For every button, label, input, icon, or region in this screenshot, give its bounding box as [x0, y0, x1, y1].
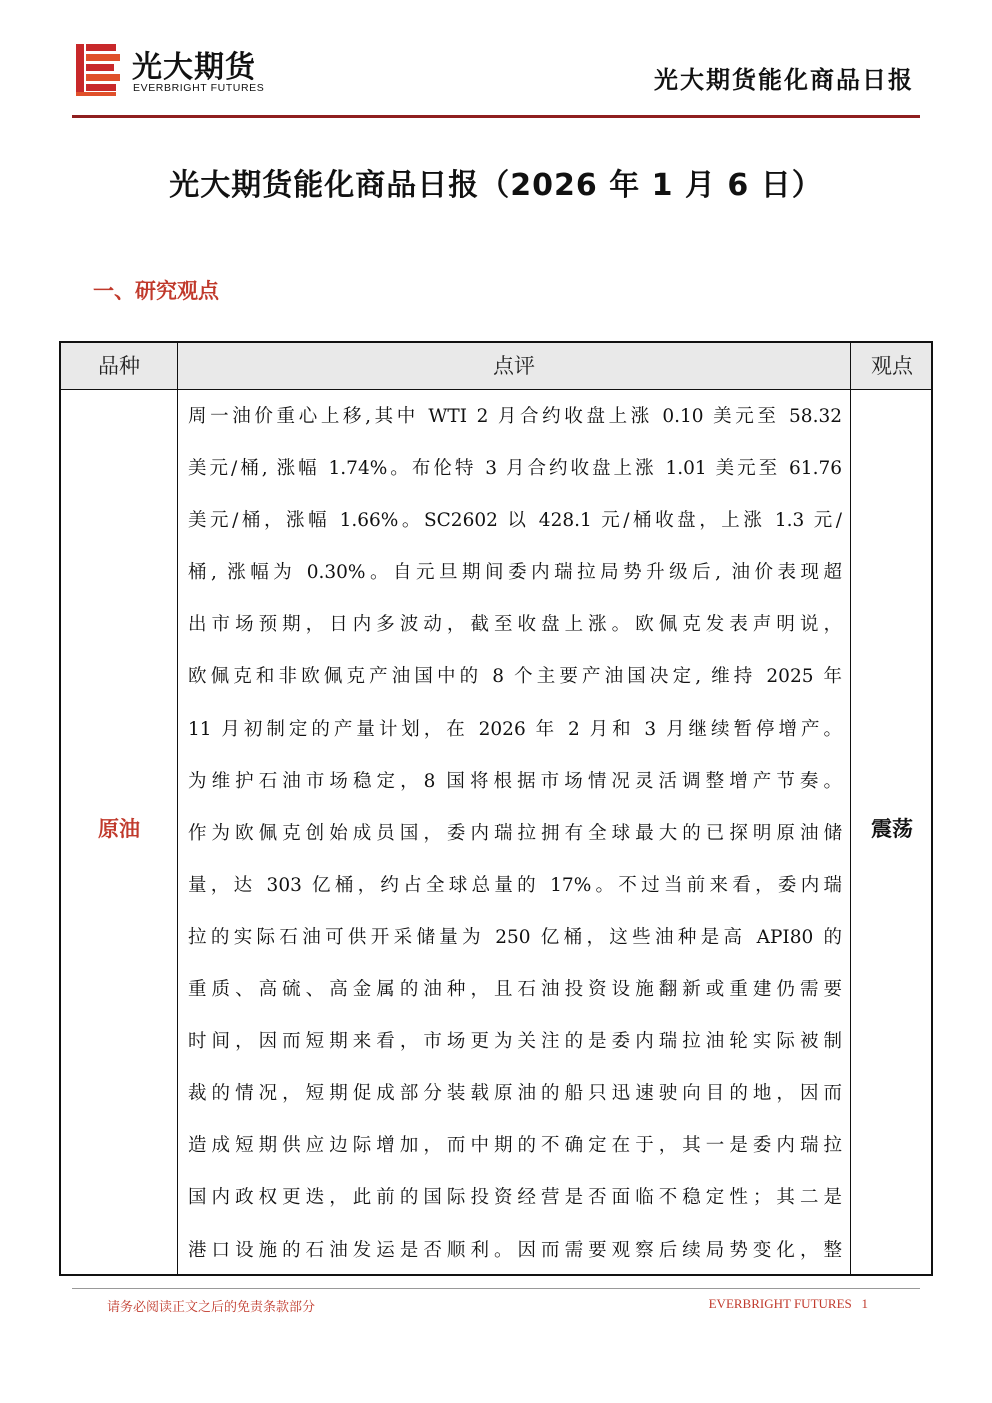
header-view: 观点 — [871, 354, 913, 378]
comment-line: 量，达 303 亿桶，约占全球总量的 17%。不过当前来看，委内瑞 — [188, 874, 842, 896]
comment-line: 桶, 涨幅为 0.30%。自元旦期间委内瑞拉局势升级后, 油价表现超 — [188, 562, 842, 584]
header-report-name: 光大期货能化商品日报 — [654, 66, 914, 94]
header-divider — [72, 115, 920, 118]
column-divider — [177, 343, 178, 1274]
comment-line: 拉的实际石油可供开采储量为 250 亿桶，这些油种是高 API80 的 — [188, 926, 842, 948]
research-view-table — [59, 341, 933, 1276]
footer-brand: EVERBRIGHT FUTURES — [708, 1296, 852, 1311]
comment-line: 时间，因而短期来看，市场更为关注的是委内瑞拉油轮实际被制 — [188, 1031, 842, 1053]
variety-cell: 原油 — [98, 817, 140, 841]
comment-line: 国内政权更迭，此前的国际投资经营是否面临不稳定性；其二是 — [188, 1187, 842, 1209]
logo-chinese-name: 光大期货 — [132, 50, 256, 85]
comment-line: 美元/桶，涨幅 1.66%。SC2602 以 428.1 元/桶收盘，上涨 1.3 元/ — [188, 510, 842, 532]
comment-line: 作为欧佩克创始成员国，委内瑞拉拥有全球最大的已探明原油储 — [188, 822, 842, 844]
comment-line: 周一油价重心上移,其中 WTI 2 月合约收盘上涨 0.10 美元至 58.32 — [188, 406, 842, 427]
footer-brand-page — [709, 1296, 868, 1312]
page-number: 1 — [861, 1296, 868, 1311]
footer-divider — [72, 1288, 920, 1289]
comment-line: 欧佩克和非欧佩克产油国中的 8 个主要产油国决定, 维持 2025 年 — [188, 666, 842, 688]
company-logo — [76, 40, 296, 100]
comment-line: 造成短期供应边际增加，而中期的不确定在于，其一是委内瑞拉 — [188, 1135, 842, 1157]
header-comment: 点评 — [493, 354, 535, 378]
comment-line: 港口设施的石油发运是否顺利。因而需要观察后续局势变化，整 — [188, 1239, 842, 1261]
comment-line: 裁的情况，短期促成部分装载原油的船只迅速驶向目的地，因而 — [188, 1083, 842, 1105]
document-title: 光大期货能化商品日报（2026 年 1 月 6 日） — [169, 168, 823, 203]
section-heading: 一、研究观点 — [93, 279, 219, 303]
column-divider — [850, 343, 851, 1274]
header-variety: 品种 — [98, 354, 140, 378]
comment-line: 美元/桶, 涨幅 1.74%。布伦特 3 月合约收盘上涨 1.01 美元至 61.76 — [188, 458, 842, 480]
comment-cell — [188, 402, 842, 1288]
comment-line: 为维护石油市场稳定，8 国将根据市场情况灵活调整增产节奏。 — [188, 770, 842, 792]
logo-english-name: EVERBRIGHT FUTURES — [133, 82, 265, 94]
comment-line: 出市场预期，日内多波动，截至收盘上涨。欧佩克发表声明说， — [188, 614, 842, 636]
comment-line: 11 月初制定的产量计划，在 2026 年 2 月和 3 月继续暂停增产。 — [188, 718, 842, 740]
comment-line: 重质、高硫、高金属的油种，且石油投资设施翻新或重建仍需要 — [188, 979, 842, 1001]
view-cell: 震荡 — [871, 817, 913, 841]
everbright-logo-icon — [76, 44, 120, 96]
footer-disclaimer: 请务必阅读正文之后的免责条款部分 — [107, 1300, 316, 1315]
